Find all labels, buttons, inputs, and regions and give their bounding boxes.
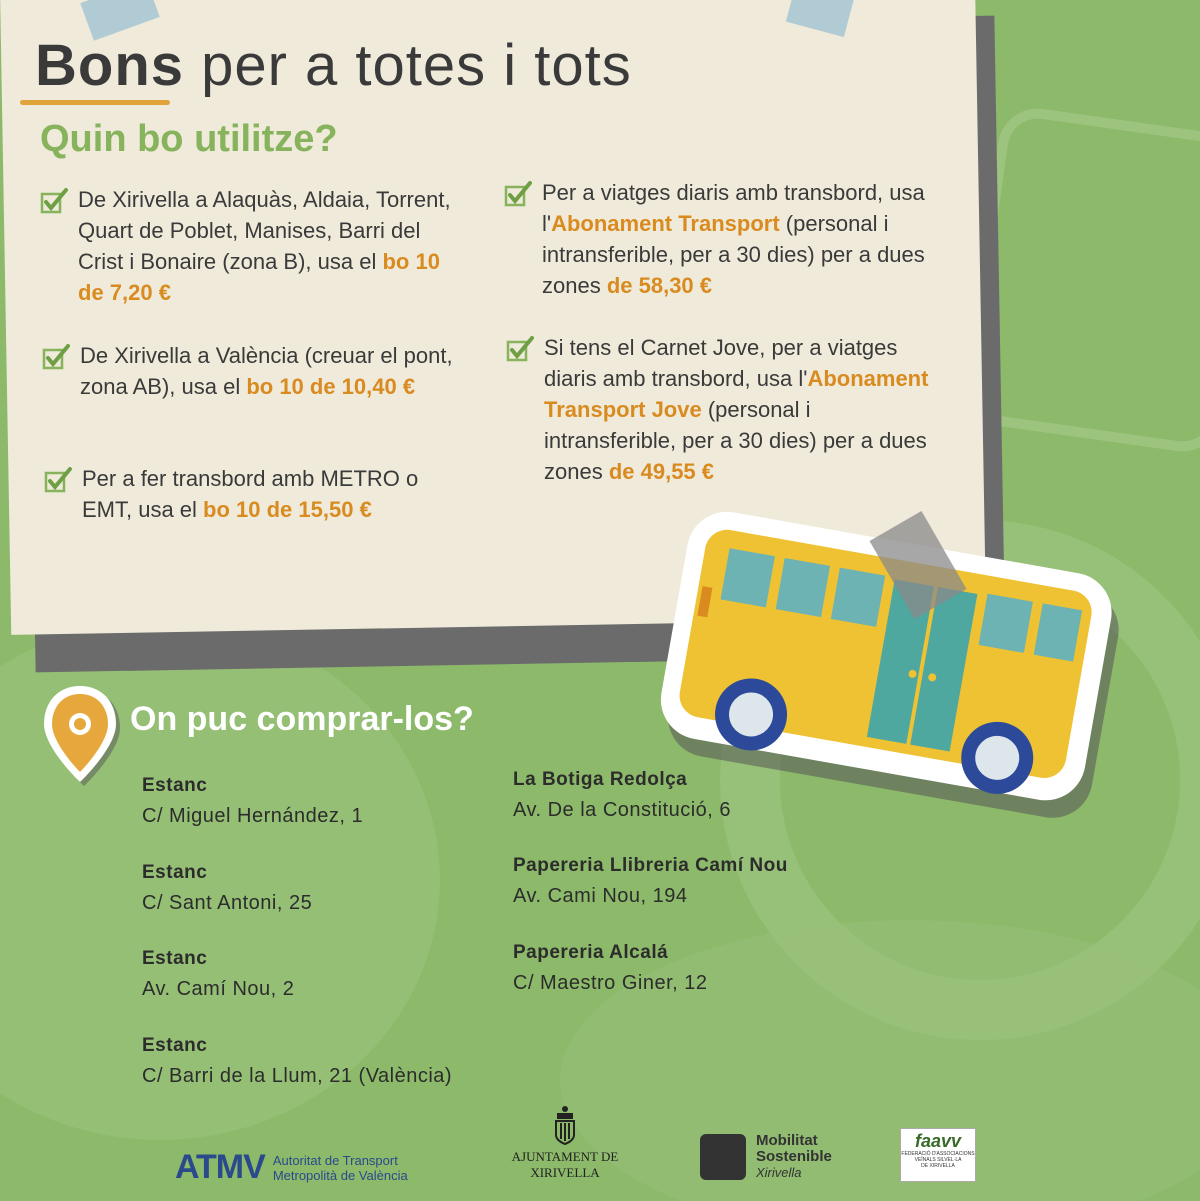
checkbox-check-icon — [44, 467, 72, 493]
location-pin-icon — [40, 682, 122, 792]
checkbox-check-icon — [504, 181, 532, 207]
checkbox-check-icon — [40, 188, 68, 214]
shop-entry — [513, 769, 731, 822]
mobilitat-icon — [700, 1134, 746, 1180]
ticket-item: Per a fer transbord amb METRO o EMT, usa el bo 10 de 15,50 € — [82, 463, 462, 525]
ticket-item: De Xirivella a València (creuar el pont, zona AB), usa el bo 10 de 10,40 € — [80, 340, 470, 402]
shop-address: C/ Barri de la Llum, 21 (València) — [142, 1065, 453, 1087]
coat-of-arms-icon — [552, 1105, 578, 1145]
shop-name: Estanc — [142, 948, 208, 969]
shop-entry — [142, 948, 294, 1001]
ajuntament-logo: AJUNTAMENT DE XIRIVELLA — [500, 1105, 630, 1181]
shop-entry — [513, 855, 788, 908]
shop-address: C/ Maestro Giner, 12 — [513, 972, 708, 994]
shop-address: Av. De la Constitució, 6 — [513, 799, 732, 821]
shop-address: C/ Miguel Hernández, 1 — [142, 805, 364, 827]
ticket-item: Per a viatges diaris amb transbord, usa l'Abonament Transport (personal i intransferible, per a 30 dies) per a dues zones de 58,30 € — [542, 177, 942, 301]
shop-name: Estanc — [142, 1035, 208, 1056]
atmv-logo: ATMV Autoritat de Transport Metropolità de València — [175, 1148, 408, 1186]
shop-address: C/ Sant Antoni, 25 — [142, 892, 313, 914]
shop-address: Av. Cami Nou, 194 — [513, 885, 688, 907]
checkbox-check-icon — [506, 336, 534, 362]
page-title: Bons per a totes i tots — [35, 33, 632, 98]
ticket-item: De Xirivella a Alaquàs, Aldaia, Torrent, Quart de Poblet, Manises, Barri del Crist i Bonaire (zona B), usa el bo 10 de 7,20 € — [78, 184, 468, 308]
shop-entry — [142, 862, 312, 915]
shop-name: Papereria Llibreria Camí Nou — [513, 855, 788, 876]
shop-name: Estanc — [142, 862, 208, 883]
shop-entry — [142, 775, 363, 828]
section-subtitle: Quin bo utilitze? — [40, 118, 338, 160]
shop-address: Av. Camí Nou, 2 — [142, 978, 295, 1000]
checkbox-check-icon — [42, 344, 70, 370]
shop-name: Estanc — [142, 775, 208, 796]
title-underline — [20, 100, 170, 105]
shop-name: La Botiga Redolça — [513, 769, 688, 790]
shop-name: Papereria Alcalá — [513, 942, 669, 963]
shop-entry — [142, 1035, 452, 1088]
faavv-logo: faavv FEDERACIÓ D'ASSOCIACIONS VEÏNALS SILVEL·LA DE XIRIVELLA — [900, 1128, 976, 1182]
shop-entry — [513, 942, 708, 995]
buy-section-title: On puc comprar-los? — [130, 700, 474, 738]
ticket-item: Si tens el Carnet Jove, per a viatges diaris amb transbord, usa l'Abonament Transport Jove (personal i intransferible, per a 30 dies) per a dues zones de 49,55 € — [544, 332, 944, 487]
mobilitat-logo: Mobilitat Sostenible Xirivella — [700, 1133, 832, 1181]
